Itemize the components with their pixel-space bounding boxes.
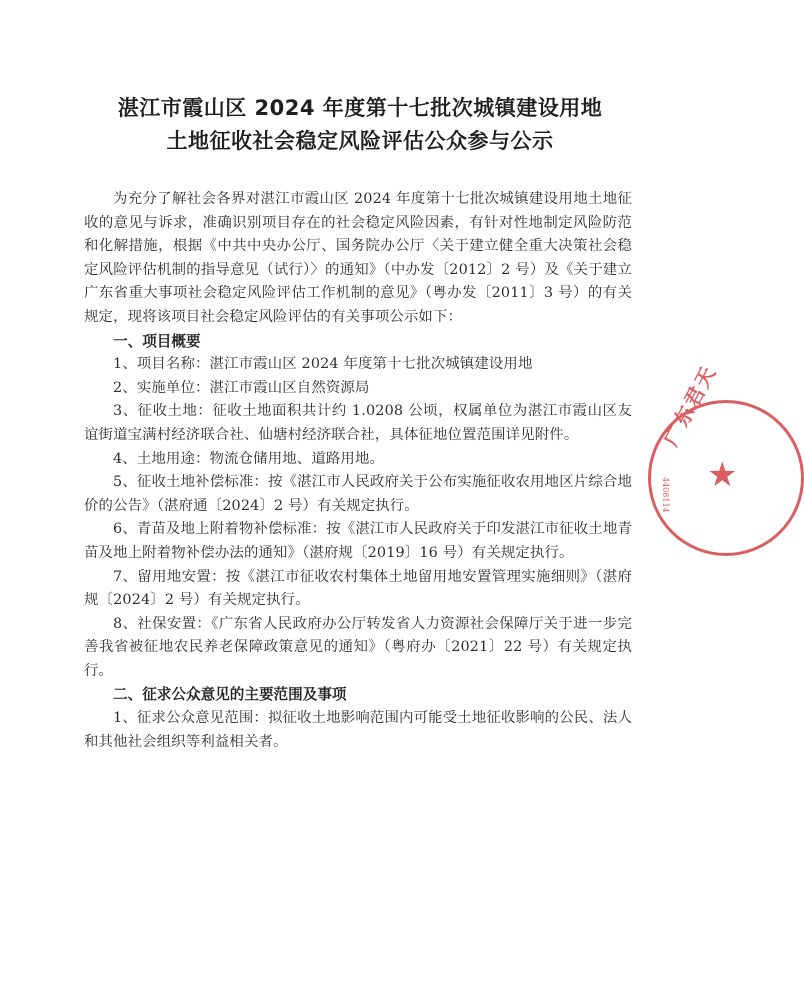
seal-text: 广东君天	[658, 361, 722, 451]
section-heading-public-opinion: 二、征求公众意见的主要范围及事项	[113, 686, 347, 704]
seal-number: 4408114	[661, 477, 670, 513]
item-crop-compensation: 6、青苗及地上附着物补偿标准：按《湛江市人民政府关于印发湛江市征收土地青苗及地上附着物补偿办法的通知》（湛府规〔2019〕16 号）有关规定执行。	[84, 521, 632, 561]
item-land-acquisition: 3、征收土地：征收土地面积共计约 1.0208 公顷，权属单位为湛江市霞山区友谊街道宝满村经济联合社、仙塘村经济联合社，具体征地位置范围详见附件。	[84, 403, 632, 443]
seal-star-icon: ★	[707, 455, 738, 495]
item-social-security: 8、社保安置：《广东省人民政府办公厅转发省人力资源社会保障厅关于进一步完善我省被征地农民养老保障政策意见的通知》（粤府办〔2021〕22 号）有关规定执行。	[84, 615, 632, 679]
item-project-name: 1、项目名称：湛江市霞山区 2024 年度第十七批次城镇建设用地	[113, 356, 533, 373]
document-title-line-1: 湛江市霞山区 2024 年度第十七批次城镇建设用地	[117, 96, 603, 120]
document-body	[84, 188, 632, 754]
document-title-line-2: 土地征收社会稳定风险评估公众参与公示	[166, 129, 554, 153]
item-implementing-unit: 2、实施单位：湛江市霞山区自然资源局	[113, 379, 370, 396]
item-reserved-land: 7、留用地安置：按《湛江市征收农村集体土地留用地安置管理实施细则》（湛府规〔2024〕2 号）有关规定执行。	[84, 568, 632, 609]
item-compensation-standard: 5、征收土地补偿标准：按《湛江市人民政府关于公布实施征收农用地区片综合地价的公告》（湛府通〔2024〕2 号）有关规定执行。	[84, 474, 632, 514]
intro-paragraph: 为充分了解社会各界对湛江市霞山区 2024 年度第十七批次城镇建设用地土地征收的意见与诉求，准确识别项目存在的社会稳定风险因素，有针对性地制定风险防范和化解措施，根据《中共中央办公厅、国务院办公厅〈关于建立健全重大决策社会稳定风险评估机制的指导意见（试行）〉的通知》（中办发〔2012〕2 号）及《关于建立广东省重大事项社会稳定风险评估工作机制的意见》（粤办发〔2011〕3 号）的有关规定，现将该项目社会稳定风险评估的有关事项公示如下：	[84, 191, 632, 325]
item-opinion-scope: 1、征求公众意见范围：拟征收土地影响范围内可能受土地征收影响的公民、法人和其他社会组织等利益相关者。	[84, 710, 632, 750]
red-seal-stamp	[648, 361, 804, 556]
item-land-use: 4、土地用途：物流仓储用地、道路用地。	[113, 450, 385, 467]
section-heading-project-overview: 一、项目概要	[113, 332, 201, 350]
